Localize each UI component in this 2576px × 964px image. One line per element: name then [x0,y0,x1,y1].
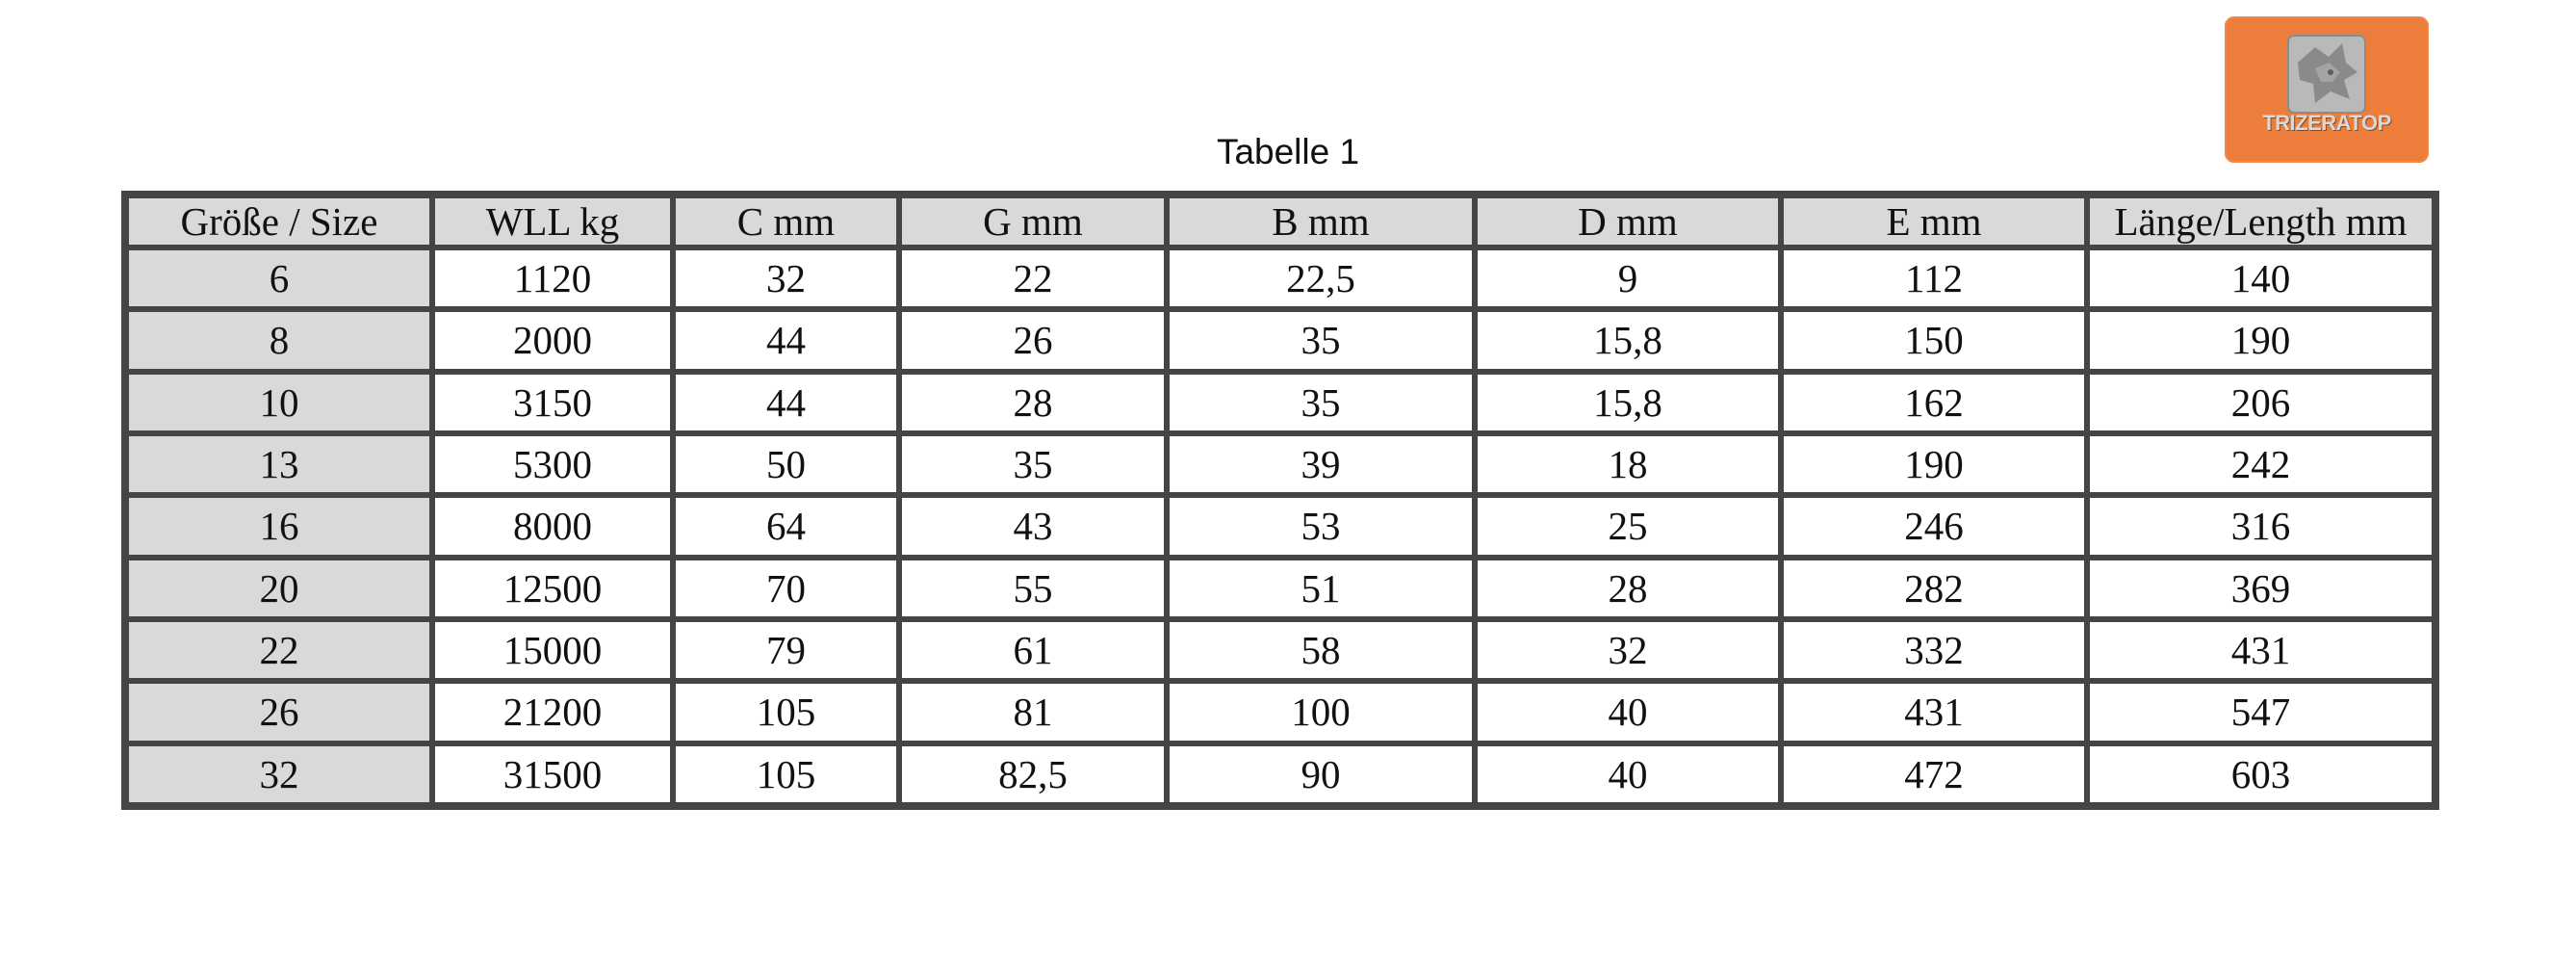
table-cell: 431 [2087,619,2434,681]
table-cell: 105 [673,681,899,743]
size-cell: 20 [126,558,432,619]
table-cell: 43 [899,495,1167,557]
table-cell: 162 [1781,372,2087,433]
table-cell: 150 [1781,309,2087,371]
table-cell: 50 [673,433,899,495]
table-row [126,619,2434,681]
table-cell: 22,5 [1167,248,1475,309]
size-cell: 26 [126,681,432,743]
table-row [126,495,2434,557]
table-row [126,372,2434,433]
header-b: B mm [1167,195,1475,248]
logo-text: TRIZERATOP [2262,111,2391,135]
size-cell: 32 [126,743,432,805]
table-cell: 39 [1167,433,1475,495]
table-cell: 35 [899,433,1167,495]
table-cell: 140 [2087,248,2434,309]
table-cell: 1120 [432,248,673,309]
table-cell: 105 [673,743,899,805]
table-cell: 21200 [432,681,673,743]
header-size: Größe / Size [126,195,432,248]
table-title: Tabelle 1 [1216,132,1360,171]
table-cell: 64 [673,495,899,557]
table-cell: 70 [673,558,899,619]
size-cell: 10 [126,372,432,433]
header-d: D mm [1475,195,1781,248]
header-row [126,195,2434,248]
table-row [126,743,2434,805]
table-cell: 40 [1475,743,1781,805]
table-cell: 44 [673,309,899,371]
table-cell: 40 [1475,681,1781,743]
table-row [126,248,2434,309]
header-c: C mm [673,195,899,248]
table-cell: 9 [1475,248,1781,309]
table-cell: 55 [899,558,1167,619]
size-cell: 22 [126,619,432,681]
table-cell: 15000 [432,619,673,681]
table-cell: 242 [2087,433,2434,495]
table-cell: 81 [899,681,1167,743]
table-cell: 332 [1781,619,2087,681]
size-cell: 6 [126,248,432,309]
header-g: G mm [899,195,1167,248]
size-cell: 13 [126,433,432,495]
table-cell: 15,8 [1475,309,1781,371]
table-cell: 22 [899,248,1167,309]
table-row [126,681,2434,743]
table-cell: 53 [1167,495,1475,557]
table-row [126,309,2434,371]
table-cell: 58 [1167,619,1475,681]
table-cell: 25 [1475,495,1781,557]
table-cell: 82,5 [899,743,1167,805]
header-length: Länge/Length mm [2087,195,2434,248]
size-cell: 16 [126,495,432,557]
table-cell: 18 [1475,433,1781,495]
table-cell: 282 [1781,558,2087,619]
table-cell: 28 [899,372,1167,433]
table-cell: 2000 [432,309,673,371]
table-cell: 316 [2087,495,2434,557]
header-wll: WLL kg [432,195,673,248]
table-cell: 15,8 [1475,372,1781,433]
table-row [126,433,2434,495]
table-cell: 35 [1167,309,1475,371]
table-cell: 51 [1167,558,1475,619]
table-cell: 472 [1781,743,2087,805]
table-cell: 44 [673,372,899,433]
table-cell: 31500 [432,743,673,805]
table-cell: 90 [1167,743,1475,805]
table-cell: 61 [899,619,1167,681]
table-cell: 32 [673,248,899,309]
table-cell: 28 [1475,558,1781,619]
table-cell: 206 [2087,372,2434,433]
table-cell: 32 [1475,619,1781,681]
table-cell: 190 [2087,309,2434,371]
table-row [126,558,2434,619]
table-cell: 431 [1781,681,2087,743]
table-cell: 3150 [432,372,673,433]
table-cell: 100 [1167,681,1475,743]
table-cell: 5300 [432,433,673,495]
table-cell: 35 [1167,372,1475,433]
table-cell: 190 [1781,433,2087,495]
table-cell: 369 [2087,558,2434,619]
table-cell: 112 [1781,248,2087,309]
table-cell: 246 [1781,495,2087,557]
table-cell: 8000 [432,495,673,557]
table-cell: 603 [2087,743,2434,805]
table-cell: 26 [899,309,1167,371]
table-cell: 79 [673,619,899,681]
table-cell: 12500 [432,558,673,619]
triceratops-head-icon [2286,34,2367,115]
size-cell: 8 [126,309,432,371]
header-e: E mm [1781,195,2087,248]
table-cell: 547 [2087,681,2434,743]
spec-table [121,191,2439,810]
